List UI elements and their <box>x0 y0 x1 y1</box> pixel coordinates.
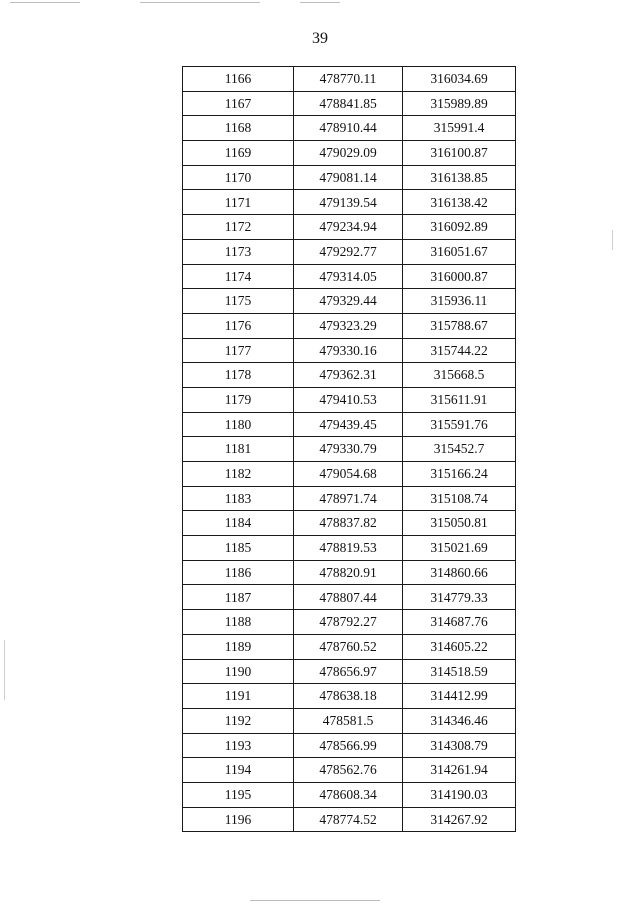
y-coordinate-cell: 316092.89 <box>403 215 516 240</box>
point-number-cell: 1181 <box>183 437 294 462</box>
x-coordinate-cell: 478819.53 <box>294 536 403 561</box>
table-row <box>183 165 516 190</box>
x-coordinate-cell: 479234.94 <box>294 215 403 240</box>
table-row <box>183 585 516 610</box>
page-number: 39 <box>312 30 328 47</box>
x-coordinate-cell: 478760.52 <box>294 634 403 659</box>
y-coordinate-cell: 316138.85 <box>403 165 516 190</box>
point-number-cell: 1195 <box>183 782 294 807</box>
x-coordinate-cell: 478608.34 <box>294 782 403 807</box>
x-coordinate-cell: 478820.91 <box>294 560 403 585</box>
x-coordinate-cell: 478910.44 <box>294 116 403 141</box>
table-row <box>183 239 516 264</box>
y-coordinate-cell: 315744.22 <box>403 338 516 363</box>
y-coordinate-cell: 315668.5 <box>403 363 516 388</box>
table-row <box>183 758 516 783</box>
scan-artifact-top <box>10 2 80 3</box>
y-coordinate-cell: 315936.11 <box>403 289 516 314</box>
x-coordinate-cell: 479362.31 <box>294 363 403 388</box>
x-coordinate-cell: 478841.85 <box>294 91 403 116</box>
y-coordinate-cell: 314687.76 <box>403 610 516 635</box>
y-coordinate-cell: 314346.46 <box>403 708 516 733</box>
table-row <box>183 437 516 462</box>
x-coordinate-cell: 479410.53 <box>294 387 403 412</box>
scan-artifact-right <box>612 230 613 250</box>
table-row <box>183 733 516 758</box>
point-number-cell: 1177 <box>183 338 294 363</box>
table-row <box>183 363 516 388</box>
y-coordinate-cell: 314412.99 <box>403 684 516 709</box>
scan-artifact-left <box>4 640 5 700</box>
x-coordinate-cell: 479081.14 <box>294 165 403 190</box>
y-coordinate-cell: 314779.33 <box>403 585 516 610</box>
y-coordinate-cell: 316000.87 <box>403 264 516 289</box>
table-row <box>183 141 516 166</box>
y-coordinate-cell: 314261.94 <box>403 758 516 783</box>
x-coordinate-cell: 479323.29 <box>294 313 403 338</box>
y-coordinate-cell: 315788.67 <box>403 313 516 338</box>
scan-artifact-bottom <box>250 900 380 901</box>
x-coordinate-cell: 478562.76 <box>294 758 403 783</box>
point-number-cell: 1169 <box>183 141 294 166</box>
x-coordinate-cell: 478566.99 <box>294 733 403 758</box>
point-number-cell: 1194 <box>183 758 294 783</box>
point-number-cell: 1168 <box>183 116 294 141</box>
y-coordinate-cell: 315166.24 <box>403 462 516 487</box>
y-coordinate-cell: 315108.74 <box>403 486 516 511</box>
point-number-cell: 1184 <box>183 511 294 536</box>
point-number-cell: 1180 <box>183 412 294 437</box>
point-number-cell: 1172 <box>183 215 294 240</box>
y-coordinate-cell: 314605.22 <box>403 634 516 659</box>
x-coordinate-cell: 478792.27 <box>294 610 403 635</box>
x-coordinate-cell: 479330.16 <box>294 338 403 363</box>
x-coordinate-cell: 478638.18 <box>294 684 403 709</box>
point-number-cell: 1182 <box>183 462 294 487</box>
y-coordinate-cell: 315611.91 <box>403 387 516 412</box>
table-row <box>183 215 516 240</box>
x-coordinate-cell: 478971.74 <box>294 486 403 511</box>
point-number-cell: 1179 <box>183 387 294 412</box>
table-row <box>183 67 516 92</box>
table-row <box>183 708 516 733</box>
y-coordinate-cell: 315452.7 <box>403 437 516 462</box>
table-row <box>183 782 516 807</box>
point-number-cell: 1185 <box>183 536 294 561</box>
y-coordinate-cell: 314308.79 <box>403 733 516 758</box>
table-row <box>183 412 516 437</box>
x-coordinate-cell: 479314.05 <box>294 264 403 289</box>
x-coordinate-cell: 479292.77 <box>294 239 403 264</box>
point-number-cell: 1176 <box>183 313 294 338</box>
point-number-cell: 1191 <box>183 684 294 709</box>
point-number-cell: 1190 <box>183 659 294 684</box>
y-coordinate-cell: 315050.81 <box>403 511 516 536</box>
table-row <box>183 190 516 215</box>
coordinates-table <box>182 66 516 832</box>
table-row <box>183 264 516 289</box>
point-number-cell: 1188 <box>183 610 294 635</box>
point-number-cell: 1192 <box>183 708 294 733</box>
table-row <box>183 610 516 635</box>
x-coordinate-cell: 478774.52 <box>294 807 403 832</box>
table-row <box>183 659 516 684</box>
table-row <box>183 536 516 561</box>
table-row <box>183 338 516 363</box>
y-coordinate-cell: 316051.67 <box>403 239 516 264</box>
y-coordinate-cell: 316034.69 <box>403 67 516 92</box>
point-number-cell: 1178 <box>183 363 294 388</box>
point-number-cell: 1183 <box>183 486 294 511</box>
point-number-cell: 1167 <box>183 91 294 116</box>
table-row <box>183 486 516 511</box>
y-coordinate-cell: 315021.69 <box>403 536 516 561</box>
x-coordinate-cell: 479139.54 <box>294 190 403 215</box>
point-number-cell: 1175 <box>183 289 294 314</box>
x-coordinate-cell: 479439.45 <box>294 412 403 437</box>
point-number-cell: 1186 <box>183 560 294 585</box>
x-coordinate-cell: 479054.68 <box>294 462 403 487</box>
y-coordinate-cell: 314860.66 <box>403 560 516 585</box>
point-number-cell: 1171 <box>183 190 294 215</box>
table-row <box>183 684 516 709</box>
point-number-cell: 1189 <box>183 634 294 659</box>
y-coordinate-cell: 315989.89 <box>403 91 516 116</box>
point-number-cell: 1174 <box>183 264 294 289</box>
y-coordinate-cell: 315991.4 <box>403 116 516 141</box>
y-coordinate-cell: 315591.76 <box>403 412 516 437</box>
x-coordinate-cell: 478807.44 <box>294 585 403 610</box>
scan-artifact-top <box>300 2 340 3</box>
table-row <box>183 313 516 338</box>
point-number-cell: 1193 <box>183 733 294 758</box>
table-row <box>183 807 516 832</box>
table-row <box>183 91 516 116</box>
x-coordinate-cell: 479329.44 <box>294 289 403 314</box>
table-row <box>183 289 516 314</box>
y-coordinate-cell: 314518.59 <box>403 659 516 684</box>
table-row <box>183 560 516 585</box>
y-coordinate-cell: 316138.42 <box>403 190 516 215</box>
x-coordinate-cell: 478837.82 <box>294 511 403 536</box>
x-coordinate-cell: 478770.11 <box>294 67 403 92</box>
point-number-cell: 1173 <box>183 239 294 264</box>
table-row <box>183 462 516 487</box>
x-coordinate-cell: 479029.09 <box>294 141 403 166</box>
scan-artifact-top <box>140 2 260 3</box>
x-coordinate-cell: 478656.97 <box>294 659 403 684</box>
y-coordinate-cell: 314267.92 <box>403 807 516 832</box>
y-coordinate-cell: 314190.03 <box>403 782 516 807</box>
point-number-cell: 1166 <box>183 67 294 92</box>
table-row <box>183 116 516 141</box>
table-row <box>183 511 516 536</box>
table-row <box>183 387 516 412</box>
table-row <box>183 634 516 659</box>
coordinates-table-body <box>183 67 516 832</box>
x-coordinate-cell: 479330.79 <box>294 437 403 462</box>
point-number-cell: 1170 <box>183 165 294 190</box>
point-number-cell: 1196 <box>183 807 294 832</box>
y-coordinate-cell: 316100.87 <box>403 141 516 166</box>
x-coordinate-cell: 478581.5 <box>294 708 403 733</box>
point-number-cell: 1187 <box>183 585 294 610</box>
